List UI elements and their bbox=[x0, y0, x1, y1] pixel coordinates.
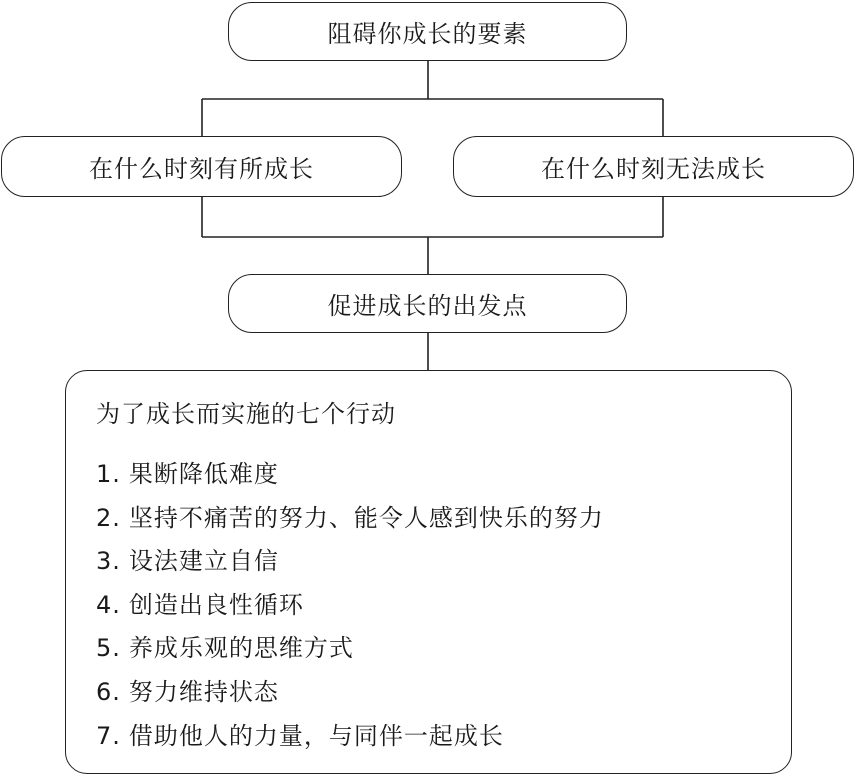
node-obstacles-label: 阻碍你成长的要素 bbox=[327, 20, 528, 48]
node-when-not-growing-label: 在什么时刻无法成长 bbox=[541, 155, 766, 183]
actions-title: 为了成长而实施的七个行动 bbox=[96, 400, 396, 428]
action-item-3 bbox=[96, 540, 791, 584]
action-text: 努力维持状态 bbox=[128, 677, 279, 706]
action-number: 7. bbox=[96, 721, 121, 750]
action-item-4 bbox=[96, 584, 791, 628]
action-number: 5. bbox=[96, 634, 121, 663]
action-number: 2. bbox=[96, 503, 121, 532]
action-text: 创造出良性循环 bbox=[128, 590, 304, 619]
action-text: 坚持不痛苦的努力、能令人感到快乐的努力 bbox=[128, 503, 604, 532]
action-item-7 bbox=[96, 715, 791, 759]
action-number: 1. bbox=[96, 460, 121, 488]
action-number: 3. bbox=[96, 547, 121, 576]
node-obstacles bbox=[228, 2, 627, 61]
node-seven-actions bbox=[65, 370, 792, 774]
action-item-6 bbox=[96, 671, 791, 715]
actions-list bbox=[96, 453, 791, 758]
action-text: 设法建立自信 bbox=[128, 547, 279, 576]
action-text: 养成乐观的思维方式 bbox=[128, 634, 354, 663]
node-when-not-growing bbox=[453, 136, 854, 197]
action-text: 借助他人的力量，与同伴一起成长 bbox=[128, 721, 504, 750]
action-number: 6. bbox=[96, 677, 121, 706]
action-item-2 bbox=[96, 497, 791, 541]
node-when-growing bbox=[1, 136, 402, 197]
action-item-1 bbox=[96, 453, 791, 497]
action-item-5 bbox=[96, 627, 791, 671]
action-number: 4. bbox=[96, 590, 121, 619]
action-text: 果断降低难度 bbox=[128, 460, 279, 488]
node-starting-point bbox=[228, 274, 627, 333]
node-starting-point-label: 促进成长的出发点 bbox=[327, 292, 528, 320]
node-when-growing-label: 在什么时刻有所成长 bbox=[89, 155, 314, 183]
